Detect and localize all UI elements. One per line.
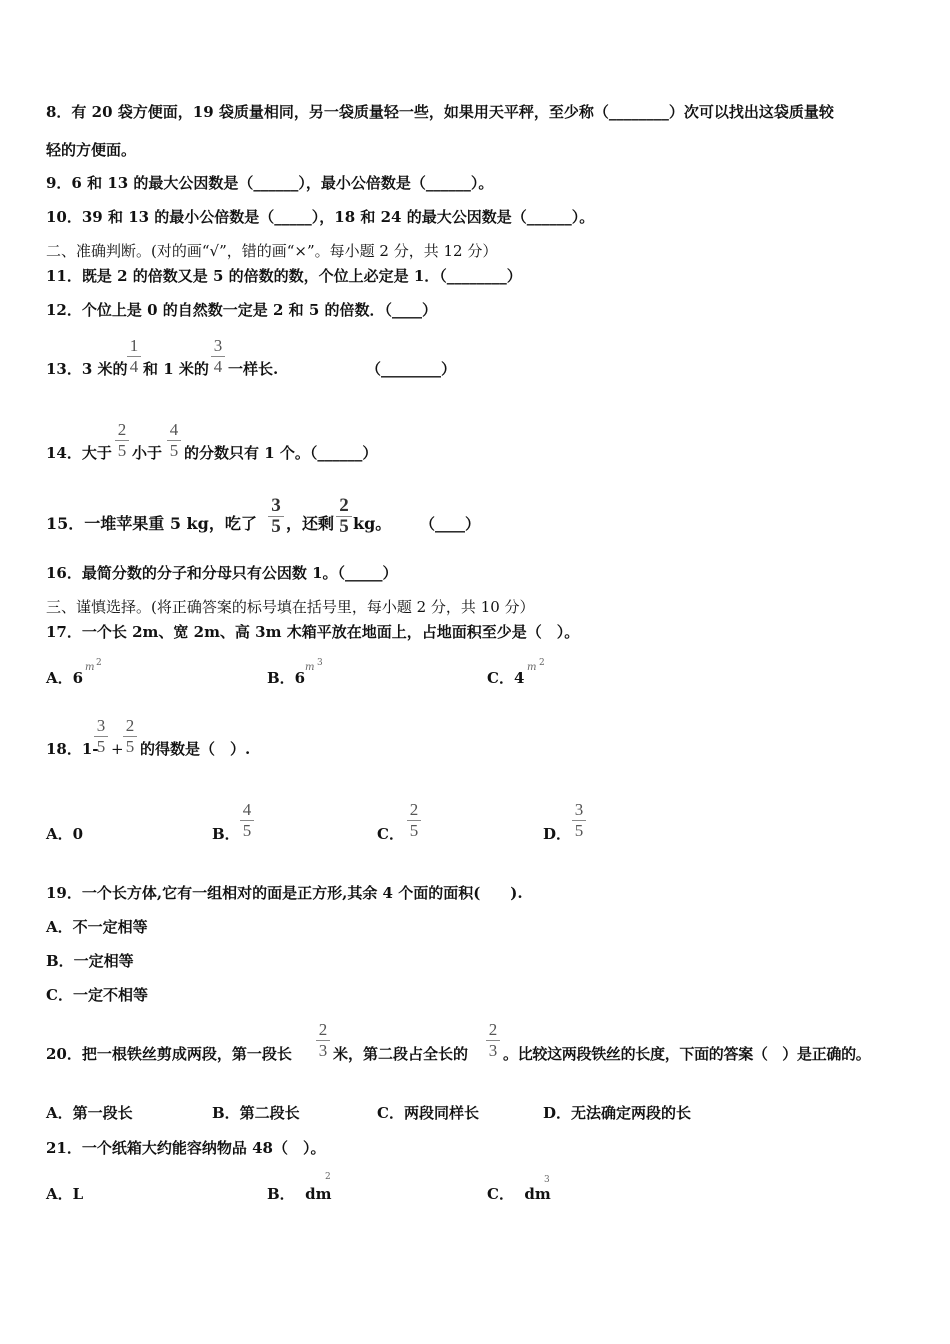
q18-fraction-2: $\frac{2}{5}$ [123,716,137,757]
q18-option-c: C． [377,825,404,843]
q10: 10．39 和 13 的最小公倍数是（_____），18 和 24 的最大公因数是（______）。 [46,208,595,226]
q21-option-a: A．L [46,1185,84,1203]
q14-mid: 小于 [132,444,163,462]
q15-mid: ，还剩 [286,514,335,533]
q13-mid: 和 1 米的 [143,360,209,378]
q17-option-c: C．4 [487,669,525,687]
q17-option-b: B．6 [267,669,306,687]
q13-blank: （________） [366,360,457,378]
q16: 16．最简分数的分子和分母只有公因数 1。（_____） [46,564,398,582]
q14-pre: 14．大于 [46,444,112,462]
q18-option-d: D． [543,825,572,843]
q15-post: kg。 [353,514,392,533]
q20-mid: 米，第二段占全长的 [333,1045,469,1063]
q15-blank: （____） [420,515,481,533]
q14-post: 的分数只有 1 个。（______） [184,444,378,462]
q20-option-b: B．第二段长 [212,1104,300,1122]
q8-line2: 轻的方便面。 [46,141,137,159]
q18-fraction-1: $\frac{3}{5}$ [94,716,108,757]
q14-fraction-1: $\frac{2}{5}$ [115,420,129,461]
q9: 9．6 和 13 的最大公因数是（______），最小公倍数是（______）。 [46,174,494,192]
q15-fraction-1: $\frac{3}{5}$ [268,496,284,537]
section3-heading: 三、谨慎选择。(将正确答案的标号填在括号里，每小题 2 分，共 10 分） [46,598,535,616]
q19-stem: 19．一个长方体,它有一组相对的面是正方形,其余 4 个面的面积( ). [46,884,523,902]
q19-option-a: A．不一定相等 [46,918,148,936]
q15-fraction-2: $\frac{2}{5}$ [336,496,352,537]
q13-fraction-2: $\frac{3}{4}$ [211,336,225,377]
q12: 12．个位上是 0 的自然数一定是 2 和 5 的倍数．（____） [46,301,438,319]
q17-option-a: A．6 [46,669,84,687]
q13-fraction-1: $\frac{1}{4}$ [127,336,141,377]
q18-plus: + [111,740,124,758]
q19-option-c: C．一定不相等 [46,986,148,1004]
q20-option-a: A．第一段长 [46,1104,133,1122]
q21-option-c: C． dm [487,1185,551,1203]
q20-pre: 20．把一根铁丝剪成两段，第一段长 [46,1045,292,1063]
q21-option-c-sup: 3 [544,1175,550,1185]
q17-option-c-unit: m [527,662,537,673]
q18-option-b-fraction: $\frac{4}{5}$ [240,800,254,841]
q18-option-c-fraction: $\frac{2}{5}$ [407,800,421,841]
q21-option-b-sup: 2 [325,1172,331,1182]
q17-stem: 17．一个长 2m、宽 2m、高 3m 木箱平放在地面上，占地面积至少是（ ）。 [46,623,580,641]
q20-option-c: C．两段同样长 [377,1104,479,1122]
q18-option-a: A．0 [46,825,84,843]
q13-post: 一样长. [228,360,279,378]
q15-pre: 15．一堆苹果重 5 kg，吃了 [46,514,257,533]
q21-option-b: B． dm [267,1185,332,1203]
q20-post: 。比较这两段铁丝的长度，下面的答案（ ）是正确的。 [503,1045,871,1063]
q11: 11．既是 2 的倍数又是 5 的倍数的数，个位上必定是 1．（________） [46,267,522,285]
q20-fraction-2: $\frac{2}{3}$ [486,1020,500,1061]
q21-stem: 21．一个纸箱大约能容纳物品 48（ ）。 [46,1139,326,1157]
q17-option-b-sup: 3 [317,658,323,668]
q17-option-b-unit: m [305,662,315,673]
q14-fraction-2: $\frac{4}{5}$ [167,420,181,461]
q20-option-d: D．无法确定两段的长 [543,1104,692,1122]
q17-option-a-sup: 2 [96,658,102,668]
q20-fraction-1: $\frac{2}{3}$ [316,1020,330,1061]
q8-line1: 8．有 20 袋方便面，19 袋质量相同，另一袋质量轻一些，如果用天平秤，至少称（________）次可以找出这袋质量较 [46,103,834,121]
q18-option-b: B． [212,825,240,843]
q18-option-d-fraction: $\frac{3}{5}$ [572,800,586,841]
q13-pre: 13．3 米的 [46,360,128,378]
q17-option-c-sup: 2 [539,658,545,668]
q17-option-a-unit: m [85,662,95,673]
section2-heading: 二、准确判断。(对的画“√”，错的画“×”。每小题 2 分，共 12 分） [46,242,498,260]
q18-pre: 18．1- [46,740,99,758]
q19-option-b: B．一定相等 [46,952,134,970]
q18-post: 的得数是（ ）. [140,740,251,758]
